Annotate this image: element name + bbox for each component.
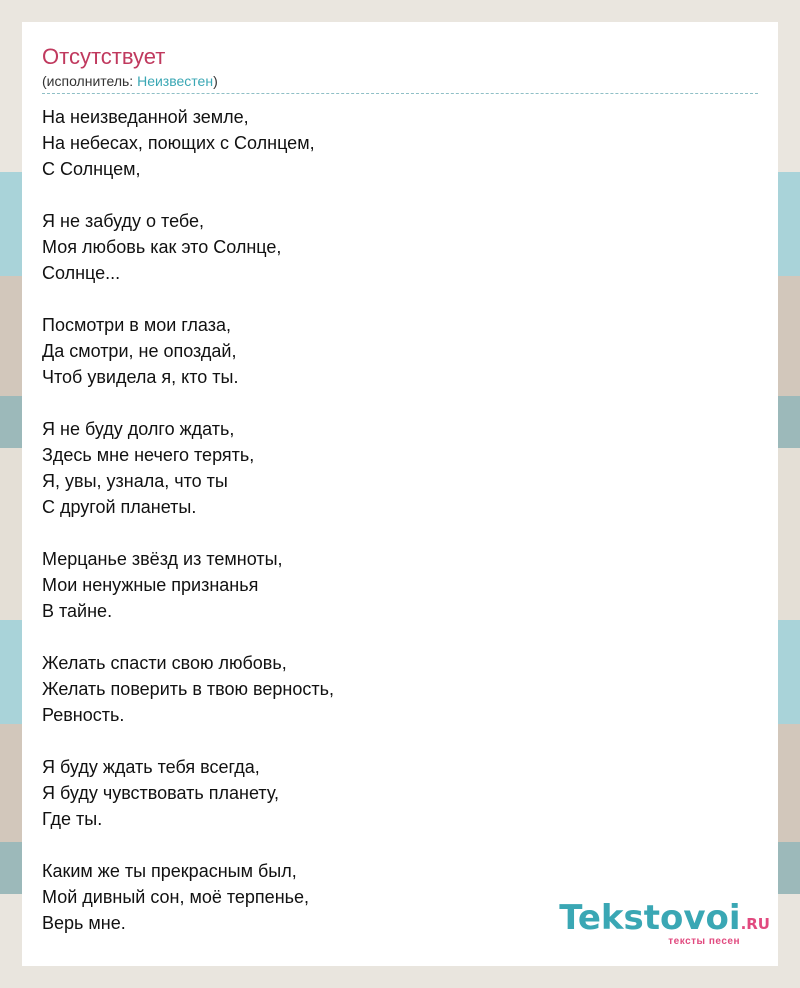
lyrics-stanza xyxy=(42,754,334,832)
lyric-line: Да смотри, не опоздай, xyxy=(42,341,237,361)
lyric-line: В тайне. xyxy=(42,601,113,621)
lyrics-card xyxy=(22,22,778,966)
lyric-line: Посмотри в мои глаза, xyxy=(42,315,231,335)
lyric-line: Солнце... xyxy=(42,263,121,283)
lyrics-stanza xyxy=(42,416,334,520)
lyric-line: Чтоб увидела я, кто ты. xyxy=(42,367,239,387)
logo-tld: .RU xyxy=(740,915,770,933)
lyric-line: Верь мне. xyxy=(42,913,126,933)
lyric-line: Мой дивный сон, моё терпенье, xyxy=(42,887,310,907)
lyric-line: На небесах, поющих с Солнцем, xyxy=(42,133,315,153)
lyrics-stanza xyxy=(42,208,334,286)
lyrics-stanza xyxy=(42,858,334,936)
lyric-line: С Солнцем, xyxy=(42,159,141,179)
lyrics-stanza xyxy=(42,546,334,624)
lyric-line: С другой планеты. xyxy=(42,497,197,517)
performer-suffix: ) xyxy=(213,73,218,89)
lyric-line: Моя любовь как это Солнце, xyxy=(42,237,282,257)
logo-tagline: тексты песен xyxy=(668,936,740,947)
lyric-line: Мерцанье звёзд из темноты, xyxy=(42,549,283,569)
lyric-line: Мои ненужные признанья xyxy=(42,575,259,595)
lyric-line: Где ты. xyxy=(42,809,103,829)
lyric-line: Здесь мне нечего терять, xyxy=(42,445,255,465)
lyrics-stanza xyxy=(42,104,334,182)
lyrics-stanza xyxy=(42,650,334,728)
site-logo[interactable] xyxy=(559,898,770,947)
performer-prefix: (исполнитель: xyxy=(42,73,138,89)
lyric-line: Я не буду долго ждать, xyxy=(42,419,235,439)
lyric-line: Желать спасти свою любовь, xyxy=(42,653,287,673)
lyric-line: Я, увы, узнала, что ты xyxy=(42,471,228,491)
lyric-line: Я не забуду о тебе, xyxy=(42,211,205,231)
performer-link[interactable]: Неизвестен xyxy=(137,73,214,89)
divider xyxy=(42,93,758,94)
lyric-line: Я буду чувствовать планету, xyxy=(42,783,280,803)
song-title: Отсутствует xyxy=(42,44,166,69)
performer-line xyxy=(42,72,218,90)
logo-name: Tekstovoi xyxy=(559,898,741,938)
lyric-line: Ревность. xyxy=(42,705,125,725)
lyric-line: На неизведанной земле, xyxy=(42,107,249,127)
lyric-line: Каким же ты прекрасным был, xyxy=(42,861,297,881)
lyric-line: Я буду ждать тебя всегда, xyxy=(42,757,260,777)
lyric-line: Желать поверить в твою верность, xyxy=(42,679,335,699)
lyrics-body xyxy=(42,104,334,962)
lyrics-stanza xyxy=(42,312,334,390)
